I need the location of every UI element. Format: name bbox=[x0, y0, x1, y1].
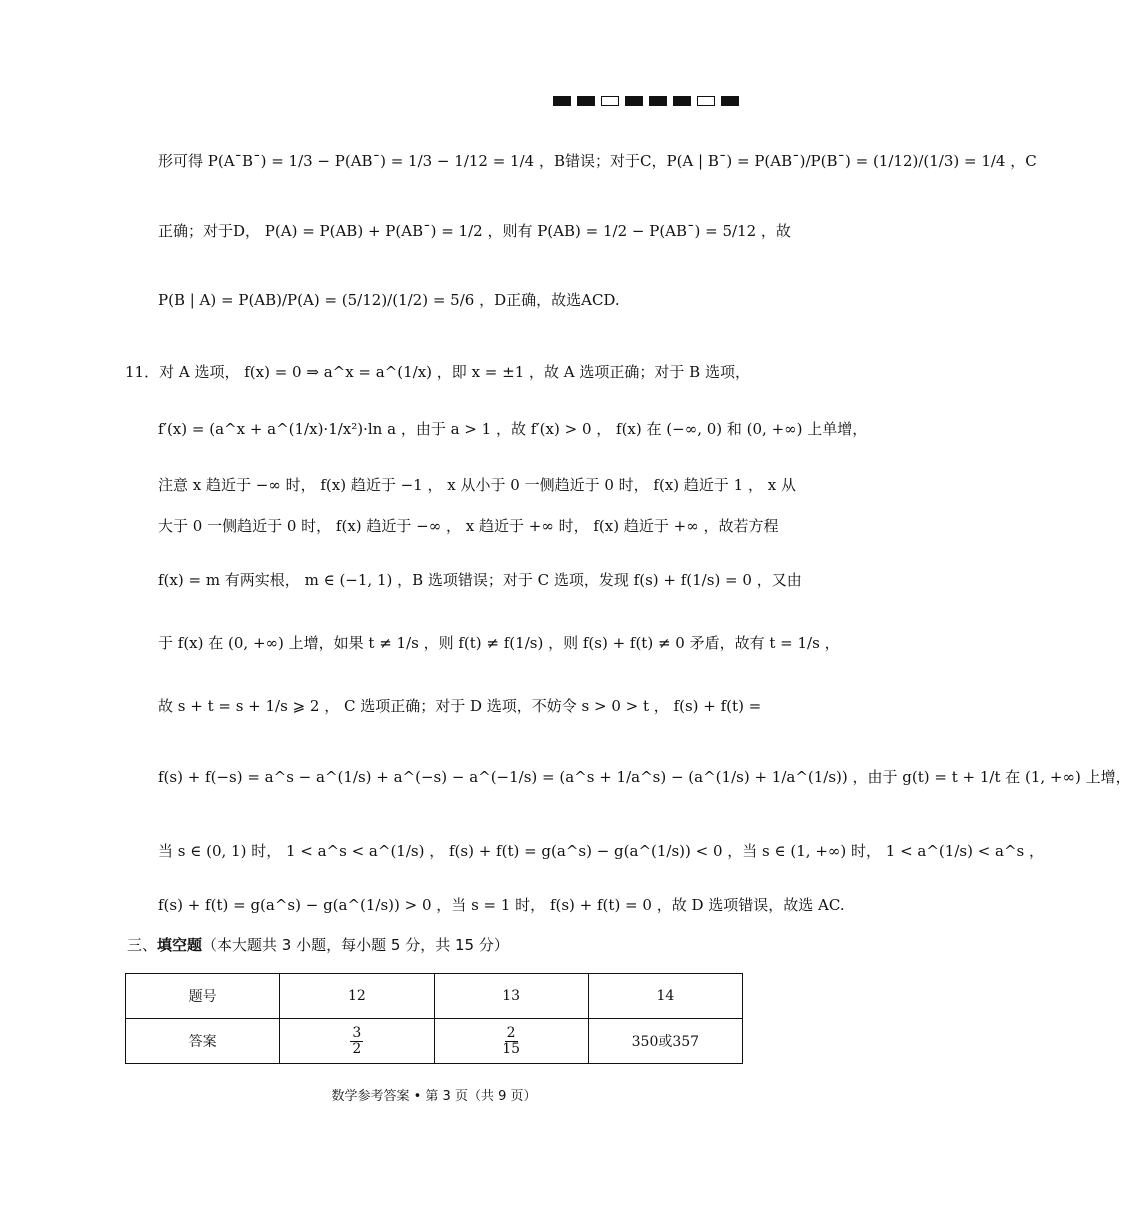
solution-line-12: 当 s ∈ (0, 1) 时， 1 < a^s < a^(1/s) ， f(s) + f(t) = g(a^s) − g(a^(1/s)) < 0 ，当 s ∈ (1, +∞) 时， 1 < a^(1/s) < a^s ， bbox=[158, 842, 1045, 860]
mark-outline bbox=[601, 96, 619, 106]
numerator: 3 bbox=[352, 1024, 362, 1041]
page-footer: 数学参考答案 • 第 3 页（共 9 页） bbox=[331, 1089, 537, 1104]
denominator: 15 bbox=[502, 1040, 521, 1057]
section-title: 填空题 bbox=[157, 936, 203, 954]
solution-line-9: 于 f(x) 在 (0, +∞) 上增，如果 t ≠ 1/s ，则 f(t) ≠ f(1/s) ，则 f(s) + f(t) ≠ 0 矛盾，故有 t = 1/s ， bbox=[158, 634, 840, 652]
header-cell: 12 bbox=[280, 974, 434, 1019]
solution-line-10: 故 s + t = s + 1/s ⩾ 2 ， C 选项正确；对于 D 选项，不妨令 s > 0 > t ， f(s) + f(t) = bbox=[158, 697, 762, 715]
section-heading bbox=[127, 934, 509, 955]
mark-filled bbox=[721, 96, 739, 106]
solution-line-11: f(s) + f(−s) = a^s − a^(1/s) + a^(−s) − a^(−1/s) = (a^s + 1/a^s) − (a^(1/s) + 1/a^(1/s)) ，由于 g(t) = t + 1/t 在 (1, +∞) 上增， bbox=[158, 768, 1131, 786]
header-cell: 14 bbox=[588, 974, 742, 1019]
row-label: 答案 bbox=[126, 1019, 280, 1064]
mark-filled bbox=[625, 96, 643, 106]
solution-line-2: 正确；对于D， P(A) = P(AB) + P(AB¯) = 1/2 ，则有 P(AB) = 1/2 − P(AB¯) = 5/12 ，故 bbox=[158, 222, 791, 240]
solution-line-13: f(s) + f(t) = g(a^s) − g(a^(1/s)) > 0 ，当 s = 1 时， f(s) + f(t) = 0 ，故 D 选项错误，故选 AC. bbox=[158, 896, 845, 914]
header-cell: 题号 bbox=[126, 974, 280, 1019]
mark-filled bbox=[649, 96, 667, 106]
header-marks bbox=[553, 96, 739, 106]
fraction bbox=[350, 1026, 363, 1056]
answer-12 bbox=[280, 1019, 434, 1064]
solution-line-3: P(B | A) = P(AB)/P(A) = (5/12)/(1/2) = 5/6 ，D正确，故选ACD. bbox=[158, 291, 620, 309]
solution-line-6: 注意 x 趋近于 −∞ 时， f(x) 趋近于 −1 ， x 从小于 0 一侧趋近于 0 时， f(x) 趋近于 1 ， x 从 bbox=[158, 476, 796, 494]
solution-line-4: 11．对 A 选项， f(x) = 0 ⇒ a^x = a^(1/x) ，即 x = ±1 ，故 A 选项正确；对于 B 选项， bbox=[125, 363, 750, 381]
solution-line-1: 形可得 P(A¯B¯) = 1/3 − P(AB¯) = 1/3 − 1/12 = 1/4 ，B错误；对于C，P(A | B¯) = P(AB¯)/P(B¯) = (1/12)/(1/3) = 1/4 ，C bbox=[158, 152, 1037, 170]
answer-table bbox=[125, 973, 743, 1064]
denominator: 2 bbox=[352, 1040, 362, 1057]
solution-line-8: f(x) = m 有两实根， m ∈ (−1, 1) ，B 选项错误；对于 C 选项，发现 f(s) + f(1/s) = 0 ，又由 bbox=[158, 571, 802, 589]
mark-filled bbox=[577, 96, 595, 106]
section-note: （本大题共 3 小题，每小题 5 分，共 15 分） bbox=[202, 936, 509, 954]
solution-line-5: f′(x) = (a^x + a^(1/x)·1/x²)·ln a ，由于 a > 1 ，故 f′(x) > 0 ， f(x) 在 (−∞, 0) 和 (0, +∞) 上单增， bbox=[158, 420, 868, 438]
mark-filled bbox=[673, 96, 691, 106]
solution-line-7: 大于 0 一侧趋近于 0 时， f(x) 趋近于 −∞ ， x 趋近于 +∞ 时， f(x) 趋近于 +∞ ，故若方程 bbox=[158, 517, 779, 535]
answer-14: 350或357 bbox=[588, 1019, 742, 1064]
header-cell: 13 bbox=[434, 974, 588, 1019]
answer-13 bbox=[434, 1019, 588, 1064]
section-number: 三、 bbox=[127, 936, 158, 954]
mark-filled bbox=[553, 96, 571, 106]
numerator: 2 bbox=[506, 1024, 516, 1041]
table-row bbox=[126, 1019, 743, 1064]
fraction bbox=[502, 1026, 520, 1056]
mark-outline bbox=[697, 96, 715, 106]
table-row bbox=[126, 974, 743, 1019]
